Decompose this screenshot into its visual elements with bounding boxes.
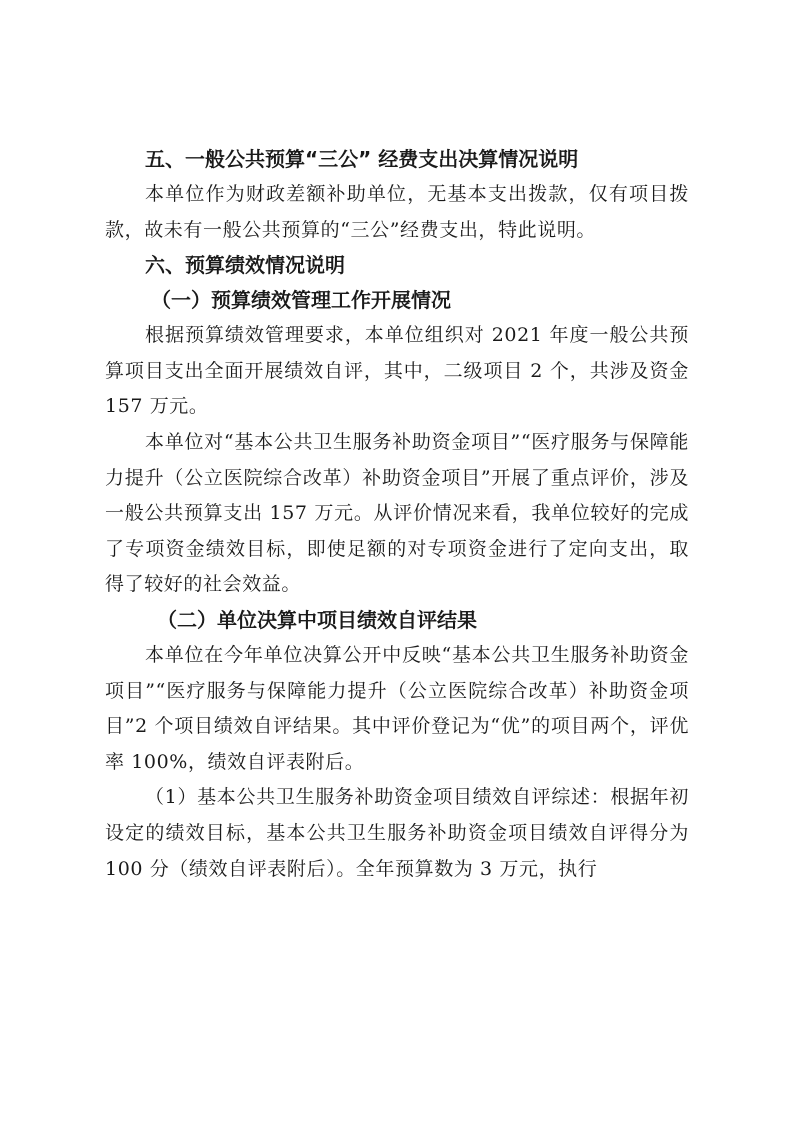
subsection-one-paragraph-2: 本单位对“基本公共卫生服务补助资金项目”“医疗服务与保障能力提升（公立医院综合改革）补助资金项目”开展了重点评价，涉及一般公共预算支出 157 万元。从评价情况来看，我单位较好的完成了专项资金绩效目标，即使足额的对专项资金进行了定向支出，取得了较好的社会效益。 (105, 430, 689, 596)
subsection-two-paragraph-1: 本单位在今年单位决算公开中反映“基本公共卫生服务补助资金项目”“医疗服务与保障能力提升（公立医院综合改革）补助资金项目”2 个项目绩效自评结果。其中评价登记为“优”的项目两个，评优率 100%，绩效自评表附后。 (105, 643, 689, 773)
section-five-heading: 五、一般公共预算“三公” 经费支出决算情况说明 (145, 147, 579, 171)
subsection-two-heading: （二）单位决算中项目绩效自评结果 (157, 607, 477, 632)
subsection-one-paragraph-1: 根据预算绩效管理要求，本单位组织对 2021 年度一般公共预算项目支出全面开展绩效自评，其中，二级项目 2 个，共涉及资金 157 万元。 (105, 324, 689, 418)
subsection-one-heading: （一）预算绩效管理工作开展情况 (151, 288, 451, 313)
section-six-heading: 六、预算绩效情况说明 (145, 253, 345, 278)
section-five-paragraph: 本单位作为财政差额补助单位，无基本支出拨款，仅有项目拨款，故未有一般公共预算的“三公”经费支出，特此说明。 (105, 183, 689, 241)
subsection-two-paragraph-2: （1）基本公共卫生服务补助资金项目绩效自评综述：根据年初设定的绩效目标，基本公共卫生服务补助资金项目绩效自评得分为 100 分（绩效自评表附后）。全年预算数为 3 万元，执行 (105, 786, 689, 880)
document-page (105, 142, 689, 887)
